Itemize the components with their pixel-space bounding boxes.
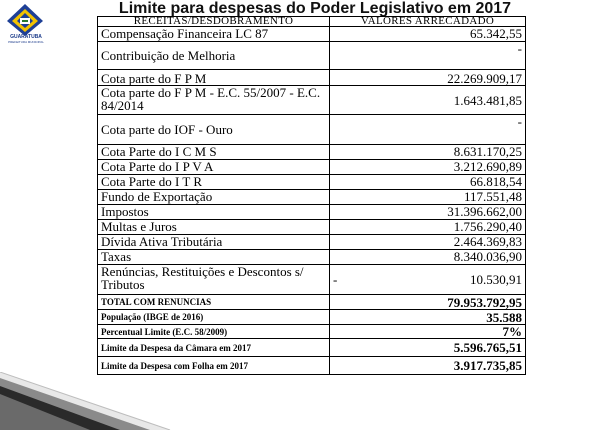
row-value: - xyxy=(330,115,526,145)
table-row xyxy=(98,115,526,145)
table-row xyxy=(98,160,526,175)
table-row xyxy=(98,145,526,160)
row-label: Impostos xyxy=(98,205,330,220)
summary-label: Limite da Despesa com Folha em 2017 xyxy=(98,357,330,375)
row-value xyxy=(330,265,526,295)
row-label: Taxas xyxy=(98,250,330,265)
row-value: 1.756.290,40 xyxy=(330,220,526,235)
row-label: Cota parte do IOF - Ouro xyxy=(98,115,330,145)
table-row xyxy=(98,42,526,70)
table-row xyxy=(98,220,526,235)
summary-value: 79.953.792,95 xyxy=(330,295,526,310)
row-label: Cota parte do F P M xyxy=(98,70,330,86)
row-label: Cota parte do F P M - E.C. 55/2007 - E.C. 84/2014 xyxy=(98,86,330,115)
table-row xyxy=(98,175,526,190)
row-value: 8.340.036,90 xyxy=(330,250,526,265)
row-label: Dívida Ativa Tributária xyxy=(98,235,330,250)
row-value-amount: 10.530,91 xyxy=(470,272,522,287)
row-label: Cota Parte do I T R xyxy=(98,175,330,190)
summary-label: População (IBGE de 2016) xyxy=(98,310,330,325)
summary-value: 3.917.735,85 xyxy=(330,357,526,375)
revenue-table xyxy=(97,16,526,375)
summary-label: Limite da Despesa da Câmara em 2017 xyxy=(98,339,330,357)
table-header-row xyxy=(98,17,526,27)
table-row xyxy=(98,265,526,295)
summary-row-percent xyxy=(98,325,526,339)
row-value: 31.396.662,00 xyxy=(330,205,526,220)
minus-sign: - xyxy=(333,272,338,287)
summary-value: 35.588 xyxy=(330,310,526,325)
row-value: 65.342,55 xyxy=(330,27,526,42)
summary-label: TOTAL COM RENUNCIAS xyxy=(98,295,330,310)
row-value: 1.643.481,85 xyxy=(330,86,526,115)
summary-value: 5.596.765,51 xyxy=(330,339,526,357)
row-value: 117.551,48 xyxy=(330,190,526,205)
logo-subtitle: PREFEITURA MUNICIPAL xyxy=(8,40,44,44)
row-label: Cota Parte do I C M S xyxy=(98,145,330,160)
table-row xyxy=(98,235,526,250)
logo-name: GUARATUBA xyxy=(10,34,42,40)
table-row xyxy=(98,27,526,42)
row-label: Fundo de Exportação xyxy=(98,190,330,205)
row-label: Contribuição de Melhoria xyxy=(98,42,330,70)
table-row xyxy=(98,205,526,220)
row-value: 8.631.170,25 xyxy=(330,145,526,160)
table-row xyxy=(98,190,526,205)
row-label: Multas e Juros xyxy=(98,220,330,235)
row-label: Compensação Financeira LC 87 xyxy=(98,27,330,42)
summary-row-total xyxy=(98,295,526,310)
row-value: 3.212.690,89 xyxy=(330,160,526,175)
row-label: Renúncias, Restituições e Descontos s/ Tributos xyxy=(98,265,330,295)
row-value: 66.818,54 xyxy=(330,175,526,190)
header-revenue: RECEITAS/DESDOBRAMENTO xyxy=(98,17,330,27)
summary-row-population xyxy=(98,310,526,325)
row-value: - xyxy=(330,42,526,70)
page-title: Limite para despesas do Poder Legislativo em 2017 xyxy=(118,0,512,17)
table-row xyxy=(98,86,526,115)
decorative-swoosh xyxy=(0,372,600,430)
summary-value: 7% xyxy=(330,325,526,339)
table-row xyxy=(98,250,526,265)
table-row xyxy=(98,70,526,86)
header-values: VALORES ARRECADADO xyxy=(330,17,526,27)
row-value: 22.269.909,17 xyxy=(330,70,526,86)
row-value: 2.464.369,83 xyxy=(330,235,526,250)
summary-label: Percentual Limite (E.C. 58/2009) xyxy=(98,325,330,339)
summary-row-chamber-limit xyxy=(98,339,526,357)
row-label: Cota Parte do I P V A xyxy=(98,160,330,175)
